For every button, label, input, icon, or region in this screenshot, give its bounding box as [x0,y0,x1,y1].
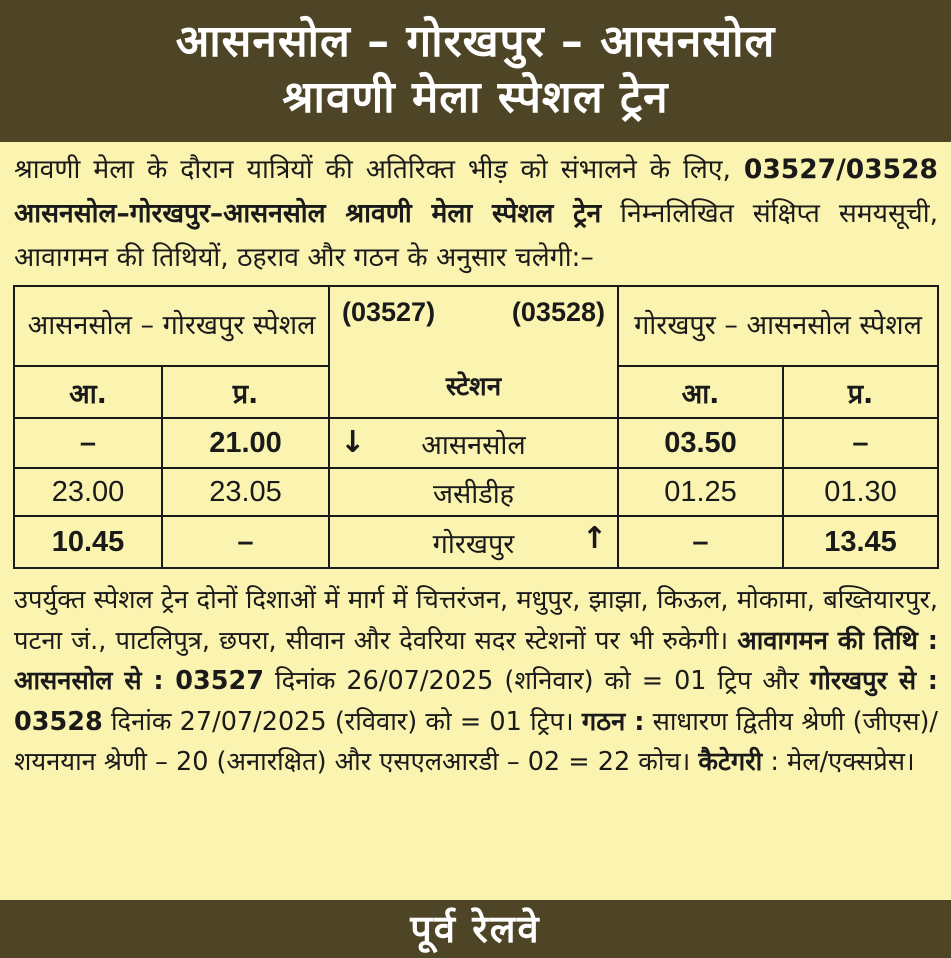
station-cell [329,418,618,468]
railway-name: पूर्व रेलवे [410,907,541,951]
right-arrival: 01.25 [618,468,783,516]
station-name: गोरखपुर [432,528,515,560]
dates-text-1: दिनांक 26/07/2025 (शनिवार) को = 01 ट्रिप और [263,666,810,696]
right-departure: 01.30 [783,468,938,516]
category-text: : मेल/एक्सप्रेस। [762,747,915,777]
intro-text-2: निम्नलिखित संक्षिप्त समयसूची, आवागमन की तिथियों, ठहराव और गठन के अनुसार चलेगी:– [14,198,938,273]
right-arrival: 03.50 [618,418,783,468]
left-arrival-header: आ. [14,366,162,418]
station-column-header: स्टेशन [445,372,502,402]
dates-text-2: दिनांक 27/07/2025 (रविवार) को = 01 ट्रिप। [102,706,582,737]
station-name: आसनसोल [421,429,526,461]
right-arrival: – [618,516,783,568]
intro-paragraph [14,148,938,280]
title-banner [0,0,951,142]
train-number-right: (03528) [511,297,605,327]
details-paragraph [14,580,938,783]
train-number-row [330,297,617,328]
intro-train-name: आसनसोल–गोरखपुर–आसनसोल श्रावणी मेला स्पेशल ट्रेन [14,198,602,229]
left-departure: 21.00 [162,418,329,468]
arrow-up-icon: ↑ [581,521,607,556]
composition-label: गठन : [581,706,645,737]
station-name: जसीडीह [432,478,515,510]
left-departure-header: प्र. [162,366,329,418]
right-train-header: गोरखपुर – आसनसोल स्पेशल [618,286,938,366]
left-departure: – [162,516,329,568]
table-row [14,418,938,468]
right-departure-header: प्र. [783,366,938,418]
footer-banner [0,900,951,958]
left-train-header: आसनसोल – गोरखपुर स्पेशल [14,286,329,366]
dates-label-gorakhpur: गोरखपुर से : 03528 [14,666,939,737]
left-arrival: – [14,418,162,468]
station-cell [329,468,618,516]
title-train-name: श्रावणी मेला स्पेशल ट्रेन [282,72,669,123]
left-arrival: 10.45 [14,516,162,568]
right-departure: 13.45 [783,516,938,568]
stoppages-text: उपर्युक्त स्पेशल ट्रेन दोनों दिशाओं में मार्ग में चित्तरंजन, मधुपुर, झाझा, किऊल, मोकामा, बख्तियारपुर, पटना जं., पाटलिपुत्र, छपरा, सीवान और देवरिया सदर स्टेशनों पर भी रुकेगी। [14,585,938,656]
title-route: आसनसोल – गोरखपुर – आसनसोल [175,16,776,67]
table-row [14,516,938,568]
station-header-cell [329,286,618,418]
composition-text: साधारण द्वितीय श्रेणी (जीएस)/ शयनयान श्रेणी – 20 (अनारक्षित) और एसएलआरडी – 02 = 22 कोच। [14,706,938,777]
train-numbers: 03527/03528 [743,154,938,185]
intro-text-1: श्रावणी मेला के दौरान यात्रियों की अतिरिक्त भीड़ को संभालने के लिए, [14,154,744,185]
left-departure: 23.05 [162,468,329,516]
station-cell [329,516,618,568]
arrow-down-icon: ↓ [340,425,366,460]
category-label: कैटेगरी [698,747,763,777]
right-departure: – [783,418,938,468]
right-arrival-header: आ. [618,366,783,418]
train-number-left: (03527) [342,297,436,327]
dates-label-asansol: आवागमन की तिथि : आसनसोल से : 03527 [14,625,938,696]
timetable [13,285,939,569]
left-arrival: 23.00 [14,468,162,516]
table-row [14,468,938,516]
